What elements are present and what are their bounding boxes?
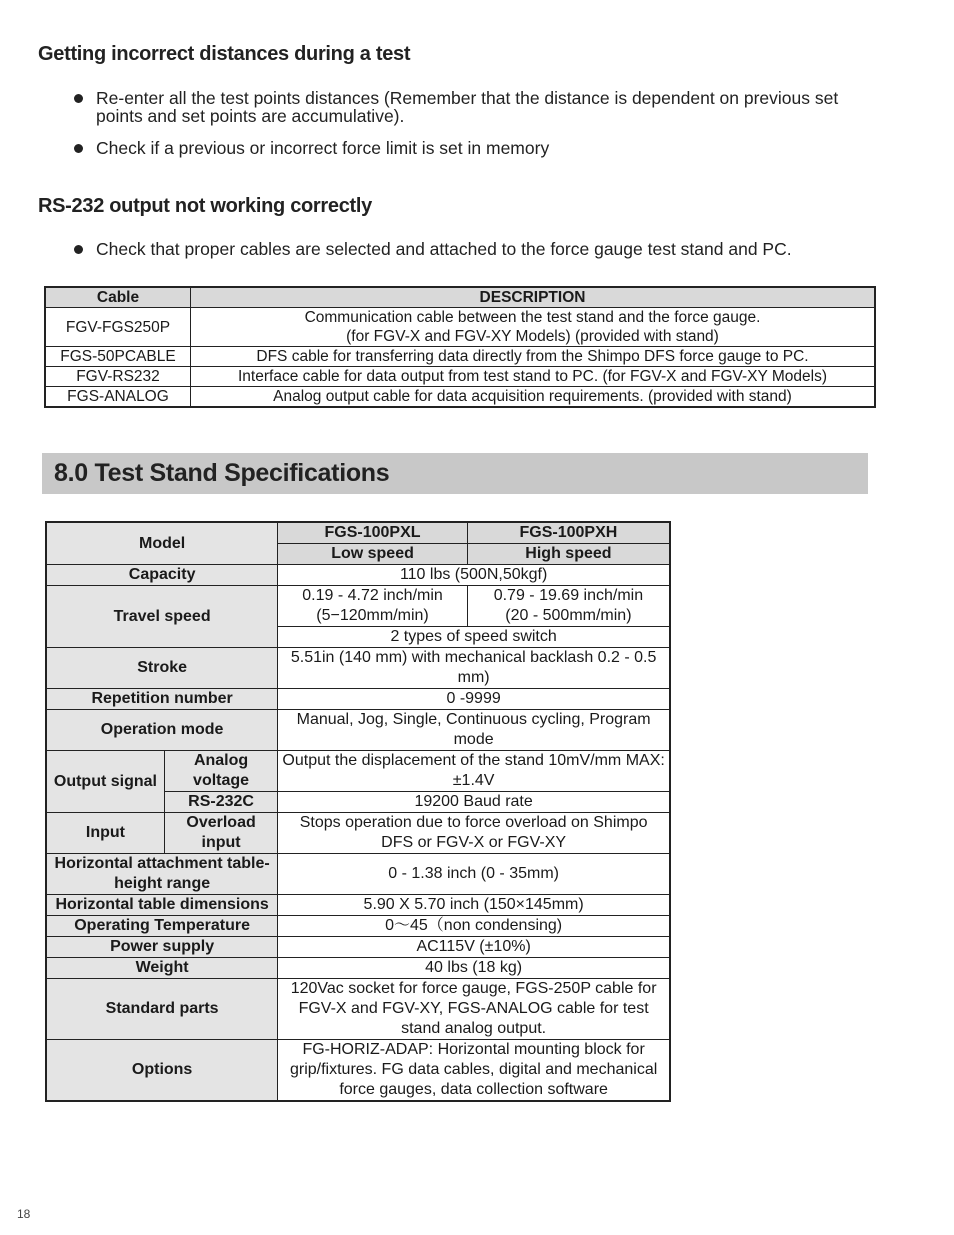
value-line: 0.79 - 19.69 inch/min bbox=[493, 587, 644, 604]
bullet-list bbox=[74, 89, 874, 157]
table-row bbox=[46, 710, 670, 751]
speed-type: Low speed bbox=[278, 544, 468, 565]
bullet-icon bbox=[74, 245, 83, 254]
list-item bbox=[74, 89, 874, 125]
bullet-icon bbox=[74, 144, 83, 153]
table-row bbox=[46, 854, 670, 895]
cable-description: DFS cable for transferring data directly from the Shimpo DFS force gauge to PC. bbox=[191, 347, 876, 367]
speed-type: High speed bbox=[467, 544, 670, 565]
row-value: Output the displacement of the stand 10mV/mm MAX: ±1.4V bbox=[278, 751, 670, 792]
cable-description: Interface cable for data output from test stand to PC. (for FGV-X and FGV-XY Models) bbox=[191, 367, 876, 387]
cable-name: FGS-50PCABLE bbox=[45, 347, 191, 367]
page-number: 18 bbox=[17, 1207, 31, 1221]
row-label: Model bbox=[46, 522, 278, 565]
bullet-text: Check that proper cables are selected and attached to the force gauge test stand and PC. bbox=[96, 239, 792, 259]
table-row bbox=[46, 979, 670, 1040]
row-value: Manual, Jog, Single, Continuous cycling, Program mode bbox=[278, 710, 670, 751]
table-row bbox=[46, 751, 670, 792]
row-label: Power supply bbox=[46, 937, 278, 958]
bullet-icon bbox=[74, 94, 83, 103]
row-label: Options bbox=[46, 1040, 278, 1102]
row-label: Travel speed bbox=[46, 586, 278, 648]
row-value: 5.51in (140 mm) with mechanical backlash 0.2 - 0.5 mm) bbox=[278, 648, 670, 689]
row-label: Operating Temperature bbox=[46, 916, 278, 937]
row-value: 19200 Baud rate bbox=[278, 792, 670, 813]
row-value: Stops operation due to force overload on Shimpo DFS or FGV-X or FGV-XY bbox=[278, 813, 670, 854]
table-row bbox=[45, 347, 875, 367]
table-row bbox=[46, 565, 670, 586]
row-value: 2 types of speed switch bbox=[278, 627, 670, 648]
row-label: Weight bbox=[46, 958, 278, 979]
list-item bbox=[74, 139, 874, 157]
row-value: 120Vac socket for force gauge, FGS-250P cable for FGV-X and FGV-XY, FGS-ANALOG cable for test stand analog output. bbox=[278, 979, 670, 1040]
table-row bbox=[46, 895, 670, 916]
section-title: RS-232 output not working correctly bbox=[38, 195, 372, 217]
table-row bbox=[45, 387, 875, 408]
column-header: DESCRIPTION bbox=[191, 287, 876, 308]
row-label: Horizontal table dimensions bbox=[46, 895, 278, 916]
row-label: Stroke bbox=[46, 648, 278, 689]
table-row bbox=[46, 937, 670, 958]
row-sublabel: Analog voltage bbox=[164, 751, 277, 792]
bullet-list bbox=[74, 240, 904, 258]
table-row bbox=[46, 813, 670, 854]
table-row bbox=[45, 367, 875, 387]
value-line: (20 - 500mm/min) bbox=[505, 607, 632, 624]
list-item bbox=[74, 240, 904, 258]
table-row bbox=[46, 1040, 670, 1102]
table-row bbox=[46, 916, 670, 937]
section-title: Getting incorrect distances during a test bbox=[38, 43, 411, 65]
row-label: Capacity bbox=[46, 565, 278, 586]
row-label: Horizontal attachment table-height range bbox=[46, 854, 278, 895]
table-row bbox=[45, 308, 875, 347]
bullet-text: Check if a previous or incorrect force limit is set in memory bbox=[96, 138, 550, 158]
description-line: Communication cable between the test stand and the force gauge. bbox=[304, 309, 761, 326]
row-value bbox=[278, 586, 468, 627]
cable-name: FGS-ANALOG bbox=[45, 387, 191, 408]
table-row bbox=[46, 522, 670, 544]
table-row bbox=[46, 689, 670, 710]
cable-table bbox=[44, 286, 876, 408]
value-line: (5−120mm/min) bbox=[316, 607, 429, 624]
description-line: (for FGV-X and FGV-XY Models) (provided with stand) bbox=[346, 328, 719, 345]
table-header-row bbox=[45, 287, 875, 308]
cable-name: FGV-RS232 bbox=[45, 367, 191, 387]
model-name: FGS-100PXH bbox=[467, 522, 670, 544]
cable-description: Analog output cable for data acquisition requirements. (provided with stand) bbox=[191, 387, 876, 408]
row-value bbox=[467, 586, 670, 627]
table-row bbox=[46, 586, 670, 627]
row-value: 40 lbs (18 kg) bbox=[278, 958, 670, 979]
column-header: Cable bbox=[45, 287, 191, 308]
row-value: 0 -9999 bbox=[278, 689, 670, 710]
value-line: 0.19 - 4.72 inch/min bbox=[302, 587, 443, 604]
row-sublabel: RS-232C bbox=[164, 792, 277, 813]
table-row bbox=[46, 648, 670, 689]
row-value: FG-HORIZ-ADAP: Horizontal mounting block for grip/fixtures. FG data cables, digital and mechanical force gauges, data collection software bbox=[278, 1040, 670, 1102]
spec-table bbox=[45, 521, 671, 1102]
model-name: FGS-100PXL bbox=[278, 522, 468, 544]
bullet-text: Re-enter all the test points distances (Remember that the distance is dependent on previous set points and set points are accumulative). bbox=[96, 88, 839, 126]
section-header-bar bbox=[42, 453, 868, 494]
row-label: Operation mode bbox=[46, 710, 278, 751]
cable-description bbox=[191, 308, 876, 347]
row-label: Repetition number bbox=[46, 689, 278, 710]
row-label: Output signal bbox=[46, 751, 164, 813]
row-value: AC115V (±10%) bbox=[278, 937, 670, 958]
row-value: 0 - 1.38 inch (0 - 35mm) bbox=[278, 854, 670, 895]
row-sublabel: Overload input bbox=[164, 813, 277, 854]
section-heading: 8.0 Test Stand Specifications bbox=[54, 459, 390, 487]
row-value: 0〜45（non condensing) bbox=[278, 916, 670, 937]
row-value: 110 lbs (500N,50kgf) bbox=[278, 565, 670, 586]
table-row bbox=[46, 958, 670, 979]
cable-name: FGV-FGS250P bbox=[45, 308, 191, 347]
row-label: Standard parts bbox=[46, 979, 278, 1040]
row-label: Input bbox=[46, 813, 164, 854]
row-value: 5.90 X 5.70 inch (150×145mm) bbox=[278, 895, 670, 916]
